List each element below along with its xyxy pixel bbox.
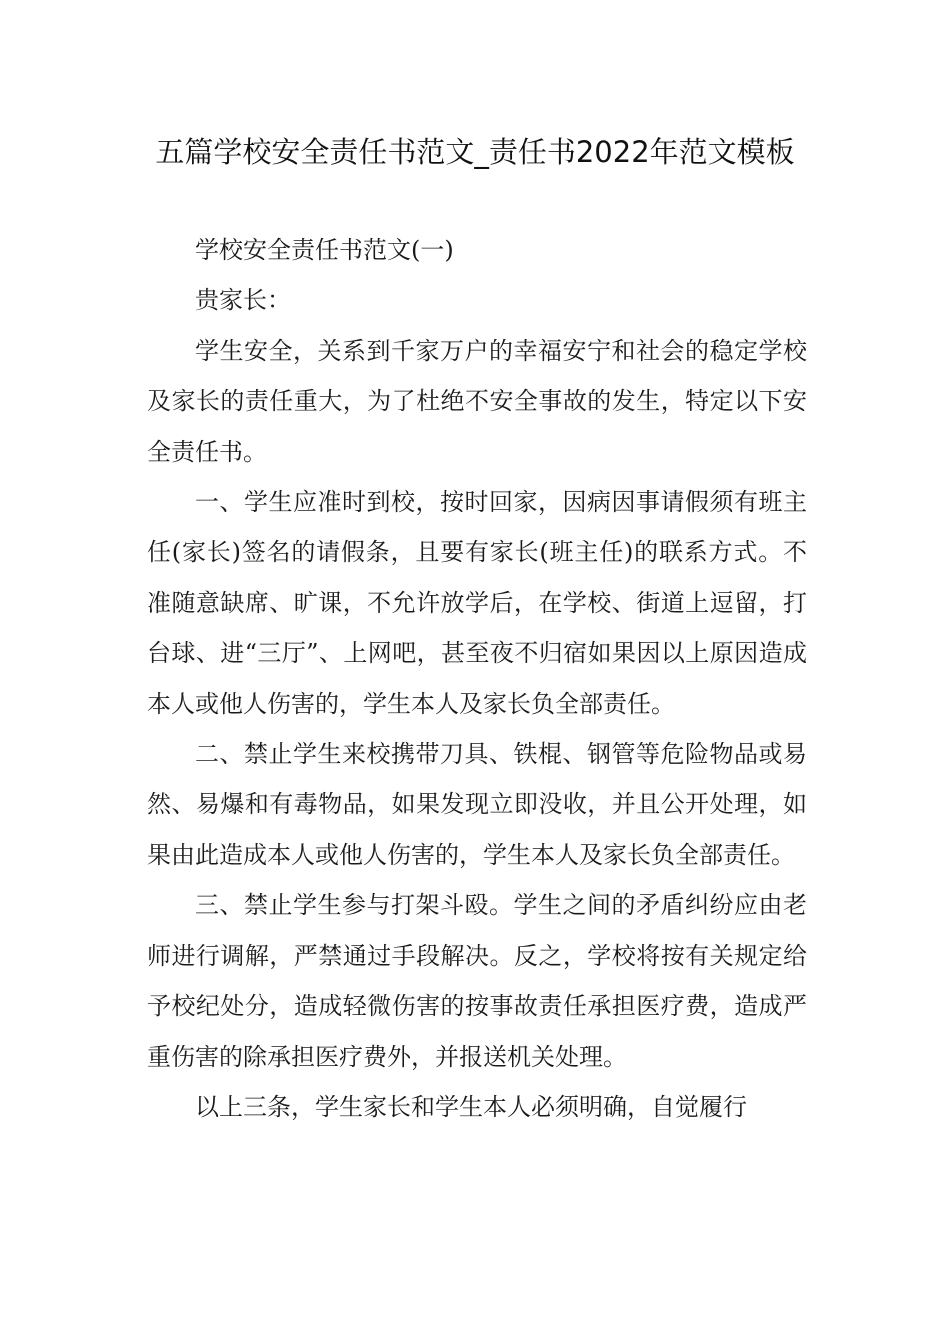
clause-two-paragraph: 二、禁止学生来校携带刀具、铁棍、钢管等危险物品或易然、易爆和有毒物品，如果发现立即没收，并且公开处理，如果由此造成本人或他人伤害的，学生本人及家长负全部责任。 bbox=[147, 740, 807, 869]
intro-paragraph: 学生安全，关系到千家万户的幸福安宁和社会的稳定学校及家长的责任重大，为了杜绝不安全事故的发生，特定以下安全责任书。 bbox=[147, 336, 807, 466]
clause-three-paragraph: 三、禁止学生参与打架斗殴。学生之间的矛盾纠纷应由老师进行调解，严禁通过手段解决。反之，学校将按有关规定给予校纪处分，造成轻微伤害的按事故责任承担医疗费，造成严重伤害的除承担医疗费外，并报送机关处理。 bbox=[147, 891, 807, 1071]
closing-paragraph: 以上三条，学生家长和学生本人必须明确，自觉履行 bbox=[195, 1092, 747, 1121]
document-title: 五篇学校安全责任书范文_责任书2022年范文模板 bbox=[155, 135, 795, 169]
document-body bbox=[147, 225, 807, 1132]
salutation: 贵家长： bbox=[195, 286, 291, 315]
section-heading: 学校安全责任书范文(一) bbox=[195, 236, 454, 264]
clause-one-paragraph: 一、学生应准时到校，按时回家，因病因事请假须有班主任(家长)签名的请假条，且要有家长(班主任)的联系方式。不准随意缺席、旷课，不允许放学后，在学校、街道上逗留，打台球、进“三厅”、上网吧，甚至夜不归宿如果因以上原因造成本人或他人伤害的，学生本人及家长负全部责任。 bbox=[147, 488, 807, 718]
